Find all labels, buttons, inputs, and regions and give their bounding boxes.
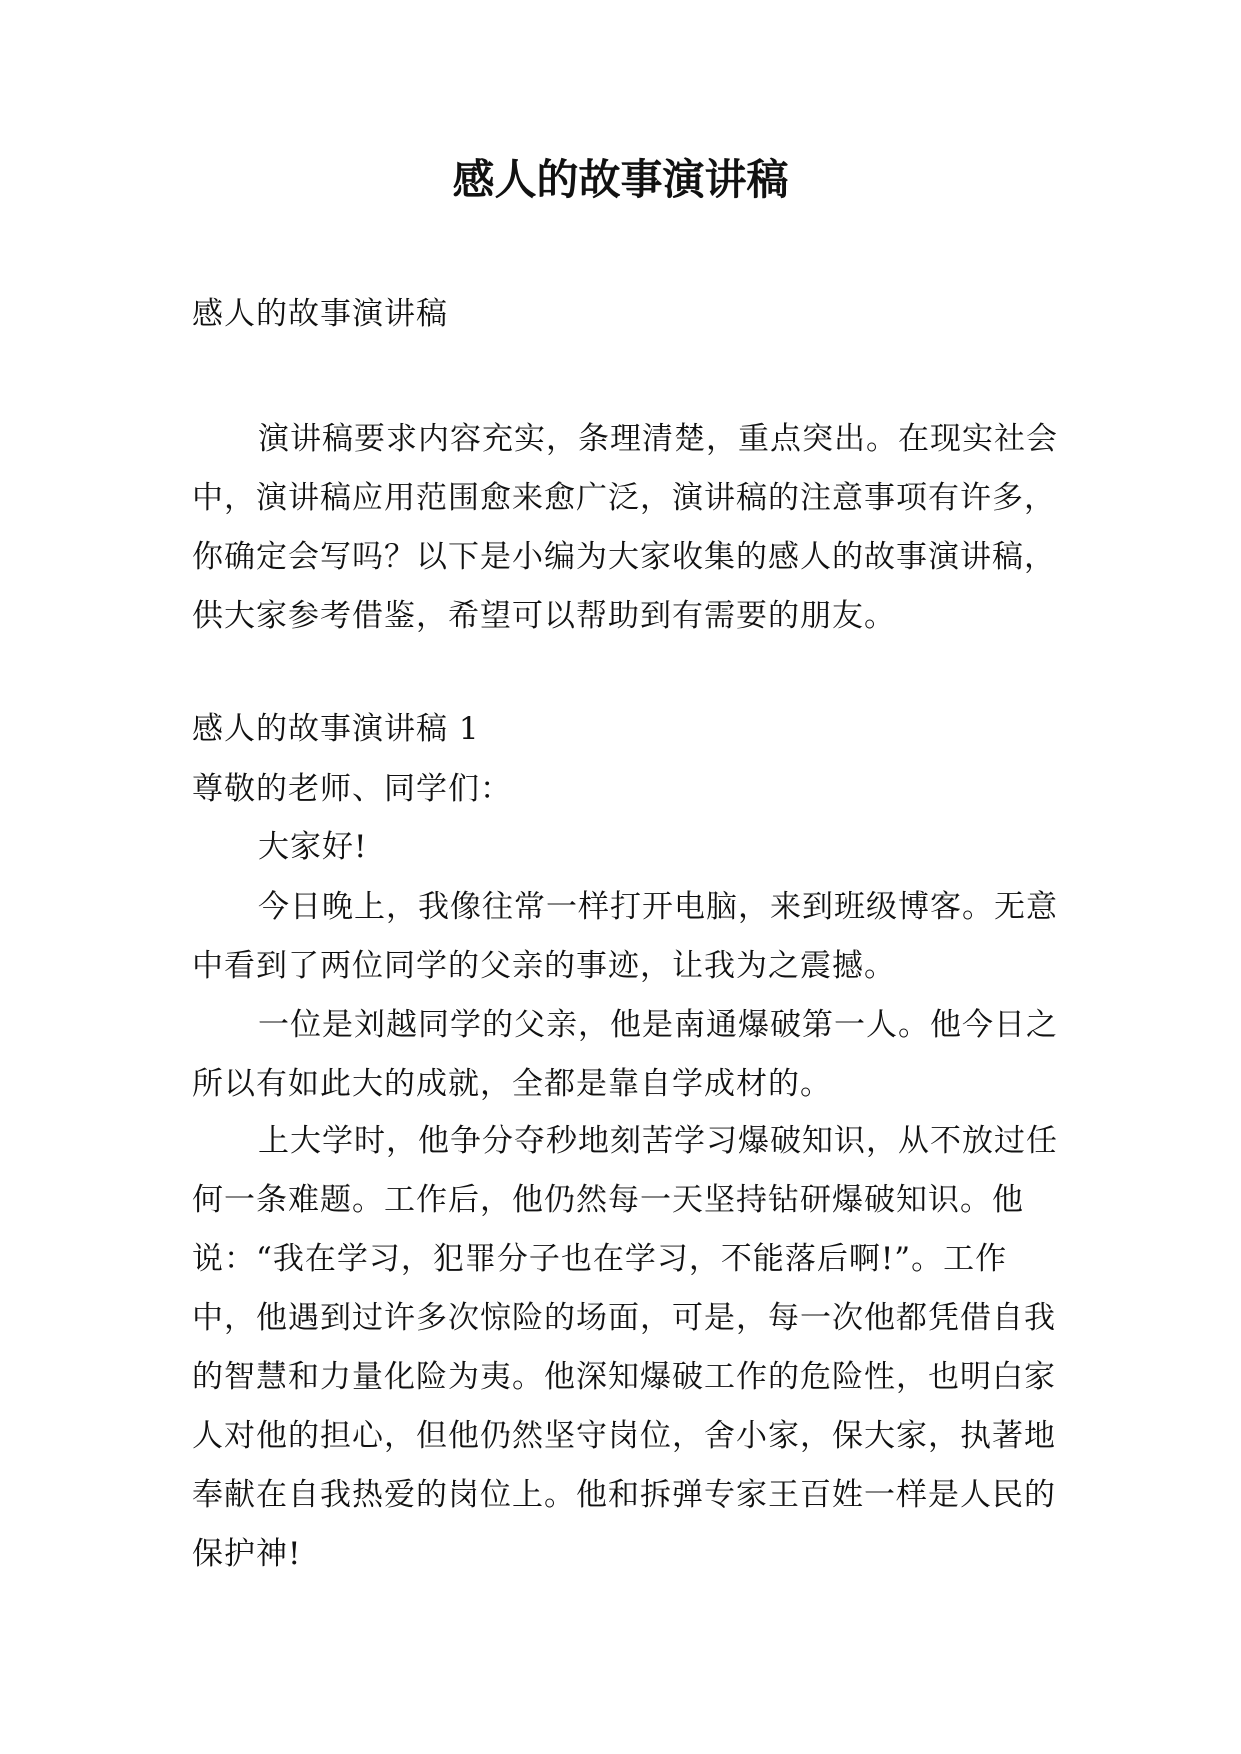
document-title: 感人的故事演讲稿: [452, 155, 789, 204]
intro-paragraph: 演讲稿要求内容充实，条理清楚，重点突出。在现实社会中，演讲稿应用范围愈来愈广泛，演讲稿的注意事项有许多，你确定会写吗？以下是小编为大家收集的感人的故事演讲稿，供大家参考借鉴，希望可以帮助到有需要的朋友。: [192, 421, 1058, 634]
salutation-line: 尊敬的老师、同学们：: [192, 771, 512, 807]
document-subtitle: 感人的故事演讲稿: [192, 296, 448, 332]
body-paragraph-1: 今日晚上，我像往常一样打开电脑，来到班级博客。无意中看到了两位同学的父亲的事迹，让我为之震撼。: [192, 889, 1058, 984]
greeting-line: 大家好!: [258, 829, 368, 865]
body-paragraph-3: 上大学时，他争分夺秒地刻苦学习爆破知识，从不放过任何一条难题。工作后，他仍然每一天坚持钻研爆破知识。他说：“我在学习，犯罪分子也在学习，不能落后啊!”。工作中，他遇到过许多次惊险的场面，可是，每一次他都凭借自我的智慧和力量化险为夷。他深知爆破工作的危险性，也明白家人对他的担心，但他仍然坚守岗位，舍小家，保大家，执著地奉献在自我热爱的岗位上。他和拆弹专家王百姓一样是人民的保护神!: [192, 1123, 1058, 1572]
section-heading: 感人的故事演讲稿 1: [192, 711, 480, 747]
body-paragraph-2: 一位是刘越同学的父亲，他是南通爆破第一人。他今日之所以有如此大的成就，全都是靠自学成材的。: [192, 1007, 1058, 1102]
